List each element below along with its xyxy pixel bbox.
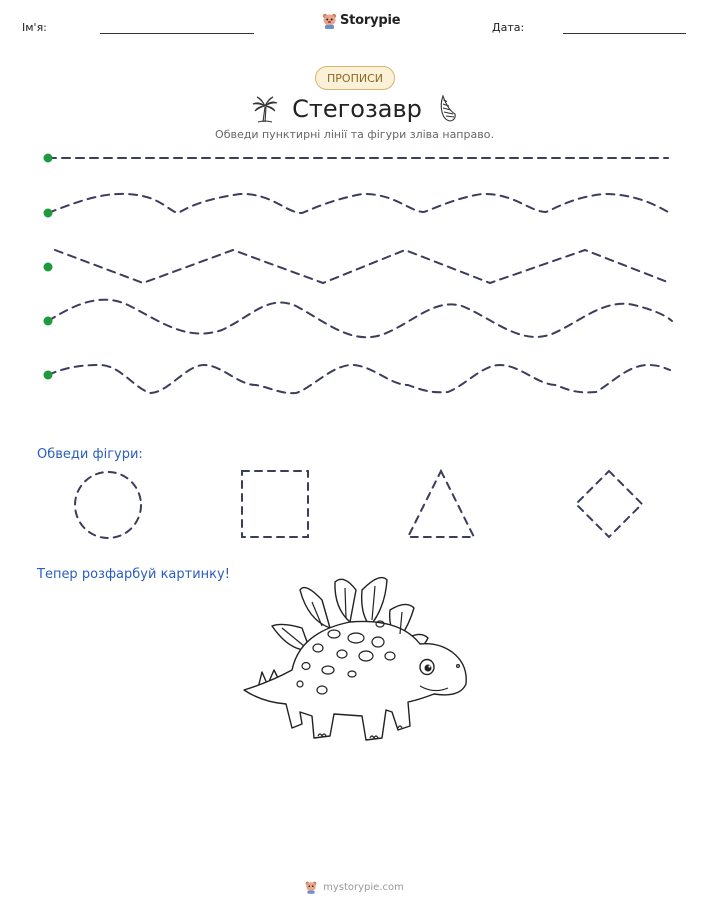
footer (0, 880, 709, 894)
start-dot (44, 263, 53, 272)
stegosaurus-picture (235, 570, 475, 750)
trace-line-wave-3[interactable] (48, 365, 670, 393)
trace-square[interactable] (242, 471, 308, 537)
date-label: Дата: (492, 21, 525, 34)
start-dot (44, 371, 53, 380)
tracing-lines (0, 140, 709, 400)
storypie-logo-icon (305, 880, 317, 894)
shapes-heading: Обведи фігури: (37, 447, 143, 462)
category-badge: ПРОПИСИ (315, 66, 395, 90)
trace-line-wave-1[interactable] (48, 194, 668, 213)
footer-url[interactable]: mystorypie.com (323, 881, 404, 893)
brand-name: Storypie (340, 13, 401, 28)
name-field[interactable] (100, 33, 254, 34)
tracing-shapes (60, 462, 660, 548)
start-dot (44, 154, 53, 163)
page-title: Стегозавр (292, 95, 422, 123)
trace-triangle[interactable] (408, 471, 474, 537)
date-field[interactable] (563, 33, 686, 34)
trace-diamond[interactable] (576, 471, 642, 537)
trace-line-zigzag[interactable] (55, 250, 670, 283)
start-dot (44, 317, 53, 326)
instructions: Обведи пунктирні лінії та фігури зліва направо. (215, 128, 494, 141)
title-row (200, 92, 510, 126)
spiral-shell-icon (434, 94, 460, 124)
palm-tree-icon (250, 94, 280, 124)
name-label: Ім'я: (22, 21, 47, 34)
start-dot (44, 209, 53, 218)
brand (322, 12, 400, 29)
storypie-logo-icon (322, 12, 337, 29)
trace-line-wave-2[interactable] (48, 300, 672, 338)
trace-circle[interactable] (75, 472, 141, 538)
coloring-heading: Тепер розфарбуй картинку! (37, 567, 230, 582)
